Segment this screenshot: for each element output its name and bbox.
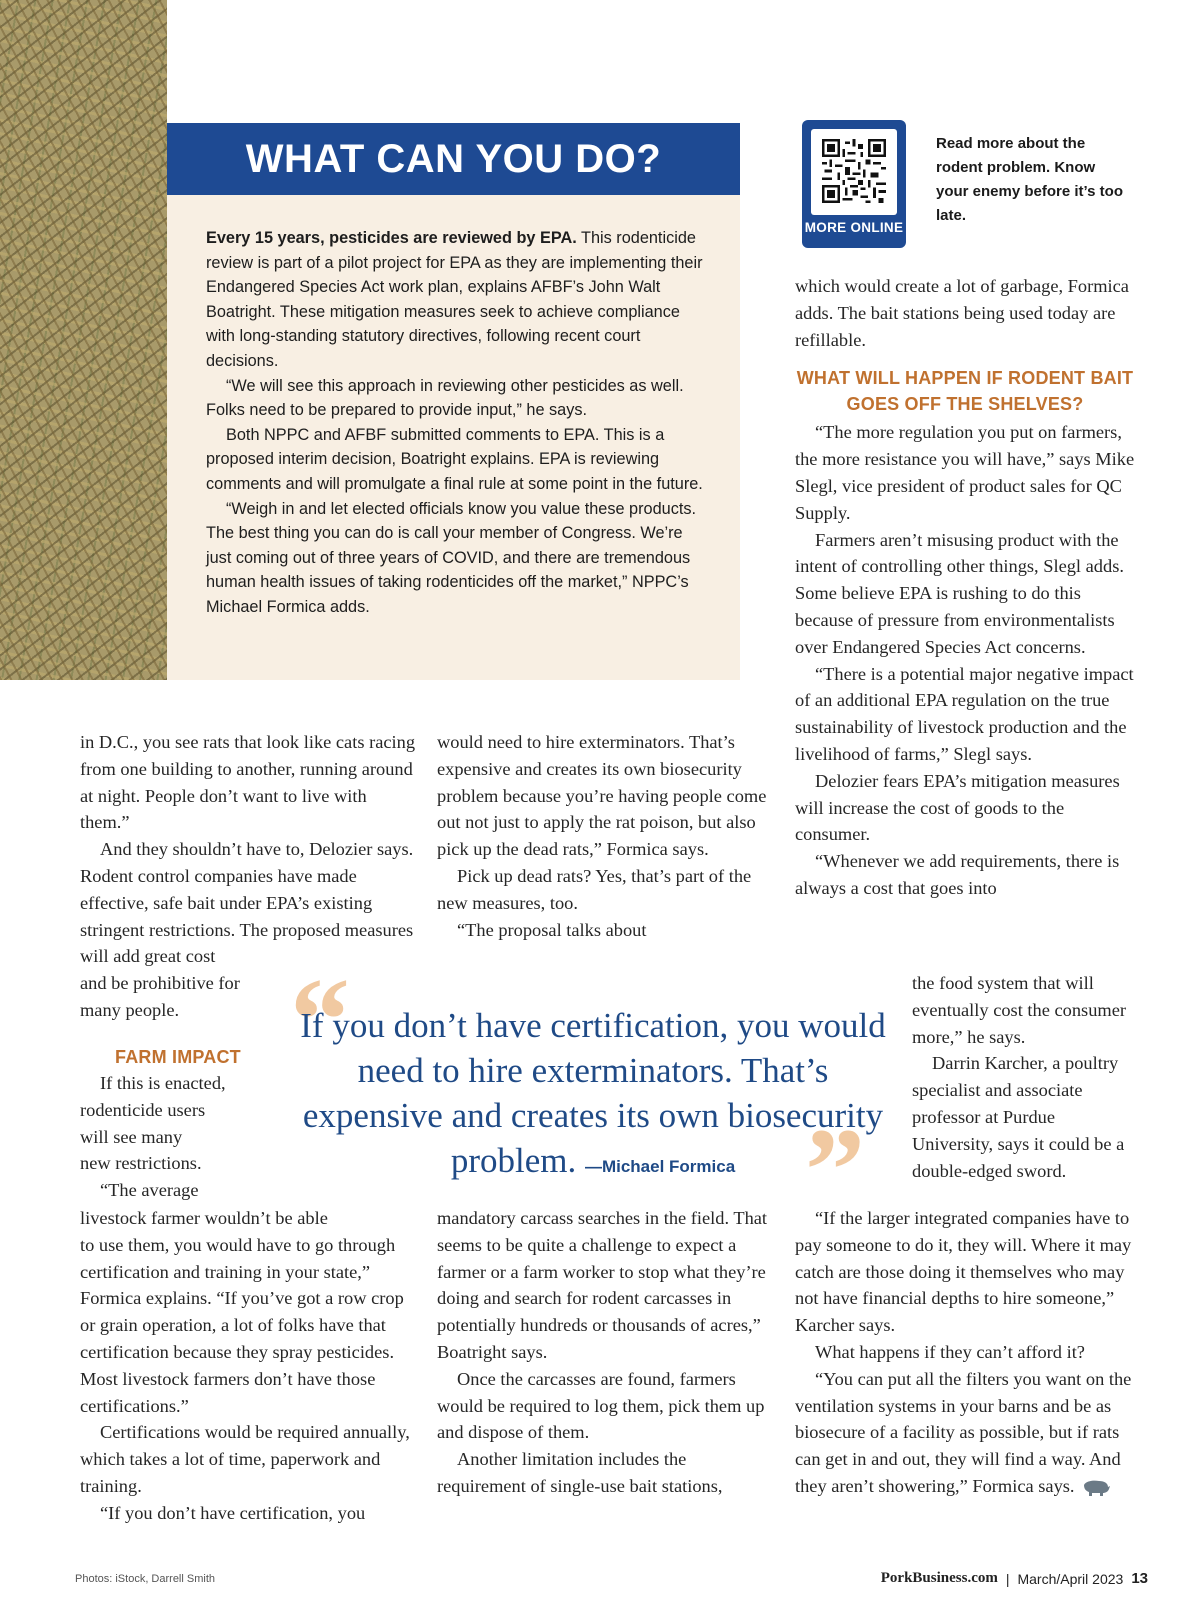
subhead-farm-impact: FARM IMPACT [115,1047,241,1067]
more-online-card[interactable] [802,120,906,248]
paragraph-line: new restrictions. [80,1153,202,1174]
column-2 [437,729,769,943]
footer-site[interactable]: PorkBusiness.com [880,1570,998,1586]
paragraph-text: “You can put all the filters you want on the ventilation systems in your barns and be as biosecure of a facility as possible, but if rats can get in and out, they will find a way. And they aren’t showering,” Formica says. [795,1368,1132,1496]
subhead-rodent-bait: WHAT WILL HAPPEN IF RODENT BAIT GOES OFF THE SHELVES? [796,368,1134,415]
paragraph: And they shouldn’t have to, Delozier says. Rodent control companies have made effective, safe bait under EPA’s existing stringent restrictions. The proposed measures will add great cost [80,839,414,967]
paragraph: Delozier fears EPA’s mitigation measures will increase the cost of goods to the consumer. [795,770,1120,845]
paragraph: Another limitation includes the requirement of single-use bait stations, [437,1449,723,1496]
more-online-text: Read more about the rodent problem. Know your enemy before it’s too late. [936,135,1123,224]
paragraph: to use them, you would have to go through certification and training in your state,” Formica explains. “If you’ve got a row crop or grain operation, a lot of folks have that certification because they spray pesticides. Most livestock farmers don’t have those certifications.” [80,1234,404,1416]
pullquote-attribution: —Michael Formica [584,1157,736,1176]
pig-icon [1081,1479,1111,1497]
paragraph: Pick up dead rats? Yes, that’s part of the new measures, too. [437,865,752,913]
sidebar-paragraph: “Weigh in and let elected officials know you value these products. The best thing you can do is call your member of Congress. We’re just coming out of three years of COVID, and there are tremendous human health issues of taking rodenticides off the market,” NPPC’s Michael Formica adds. [206,499,697,616]
sidebar-p1: This rodenticide review is part of a pilot project for EPA as they are implementing their Endangered Species Act work plan, explains AFBF’s John Walt Boatright. These mitigation measures seek to achieve compliance with long-standing statutory directives, following recent court decisions. [206,229,703,370]
sidebar-paragraph: “We will see this approach in reviewing other pesticides as well. Folks need to be prepared to provide input,” he says. [206,376,684,420]
paragraph-line: many people. [80,999,180,1020]
paragraph-line: “The average [100,1180,199,1201]
photo-credit: Photos: iStock, Darrell Smith [75,1573,215,1585]
column-3-lower [795,1205,1135,1500]
paragraph-line: will see many [80,1126,183,1147]
paragraph: Farmers aren’t misusing product with the intent of controlling other things, Slegl adds. Some believe EPA is rushing to do this because of pressure from environmentalists over Endangered Species Act concerns. [795,529,1124,657]
column-1-wrap [80,1044,270,1204]
column-2-lower [437,1205,769,1500]
paragraph: “The more regulation you put on farmers, the more resistance you will have,” says Mike Slegl, vice president of product sales for QC Supply. [795,422,1135,523]
pullquote-text: If you don’t have certification, you would need to hire exterminators. That’s expensive and creates its own biosecurity problem. [300,1006,886,1180]
sidebar-title: WHAT CAN YOU DO? [167,123,740,195]
paragraph: What happens if they can’t afford it? [815,1341,1085,1362]
paragraph-line: livestock farmer wouldn’t be able [80,1208,328,1228]
column-3-wrap [912,970,1132,1184]
pullquote-close-mark: ” [805,1103,865,1236]
paragraph-line: and be prohibitive for [80,973,240,994]
paragraph-line: If this is enacted, [100,1073,226,1093]
sidebar-paragraph: Both NPPC and AFBF submitted comments to EPA. This is a proposed interim decision, Boatright explains. EPA is reviewing comments and will promulgate a final rule at some point in the future. [206,425,703,493]
paragraph: Darrin Karcher, a poultry specialist and associate professor at Purdue University, says it could be a double-edged sword. [912,1053,1125,1181]
sidebar-paragraph [206,226,706,374]
paragraph: “There is a potential major negative impact of an additional EPA regulation on the true sustainability of livestock production and the livelihood of farms,” Slegl says. [795,663,1134,764]
paragraph: mandatory carcass searches in the field. That seems to be quite a challenge to expect a farmer or a farm worker to stop what they’re doing and search for rodent carcasses in potentially hundreds or thousands of acres,” Boatright says. [437,1208,768,1362]
footer-issue: March/April 2023 [1017,1570,1124,1587]
paragraph: in D.C., you see rats that look like cats racing from one building to another, running around at night. People don’t want to live with them.” [80,732,416,833]
paragraph: Certifications would be required annually, which takes a lot of time, paperwork and training. [80,1422,410,1496]
column-1-lower [80,1205,420,1527]
qr-code-icon[interactable] [822,139,886,203]
qr-frame [811,129,897,215]
pullquote [300,1003,886,1189]
hay-photo [0,0,167,680]
column-3 [795,273,1135,902]
paragraph: Once the carcasses are found, farmers would be required to log them, pick them up and dispose of them. [437,1368,765,1443]
paragraph: “If you don’t have certification, you [100,1502,366,1523]
sidebar-lead: Every 15 years, pesticides are reviewed by EPA. [206,229,577,247]
paragraph: which would create a lot of garbage, Formica adds. The bait stations being used today are refillable. [795,276,1129,350]
paragraph: the food system that will eventually cost the consumer more,” he says. [912,973,1126,1047]
sidebar-body [206,226,706,620]
pullquote-open-mark: “ [290,953,350,1086]
paragraph: would need to hire exterminators. That’s expensive and creates its own biosecurity problem because you’re having people come out not just to apply the rat poison, but also pick up the dead rats,” Formica says. [437,732,767,860]
page-footer [881,1570,1148,1587]
footer-separator: | [1005,1570,1010,1587]
more-online-label: MORE ONLINE [804,220,904,235]
page-number: 13 [1131,1570,1148,1587]
paragraph-line: rodenticide users [80,1099,206,1120]
paragraph [795,1366,1135,1500]
paragraph: “Whenever we add requirements, there is always a cost that goes into [795,851,1120,898]
paragraph: “If the larger integrated companies have to pay someone to do it, they will. Where it may catch are those doing it themselves who may not have financial depths to hire someone,” Karcher says. [795,1208,1132,1336]
paragraph: “The proposal talks about [457,919,647,940]
column-1 [80,729,420,1024]
